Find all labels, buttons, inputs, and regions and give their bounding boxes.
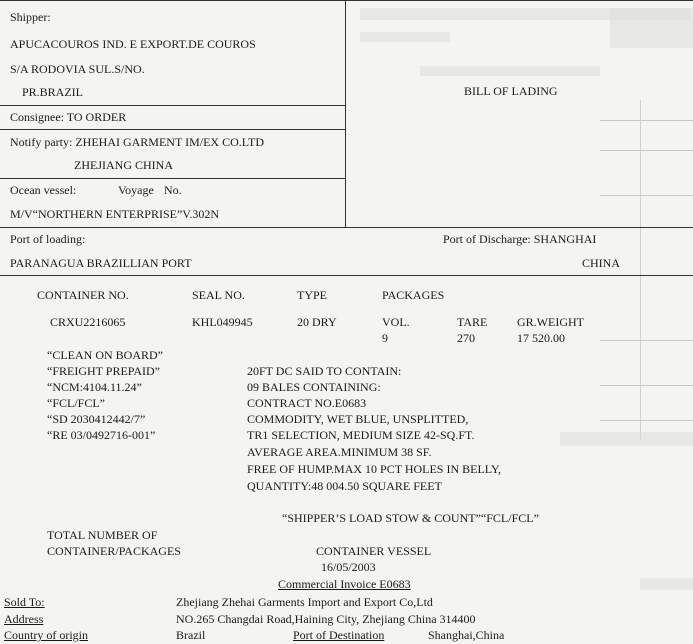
description-line: 09 BALES CONTAINING: (247, 380, 381, 394)
total-value: CONTAINER VESSEL (316, 544, 432, 558)
stow-note: “SHIPPER’S LOAD STOW & COUNT”“FCL/FCL” (282, 511, 539, 525)
divider-consignee (0, 105, 345, 106)
port-of-discharge-label: Port of Discharge: SHANGHAI (443, 232, 597, 246)
seal-number: KHL049945 (192, 315, 253, 329)
gr-weight-value: 17 520.00 (517, 331, 565, 345)
port-of-destination-value: Shanghai,China (428, 628, 505, 642)
shipper-name: APUCACOUROS IND. E EXPORT.DE COUROS (10, 37, 256, 51)
mark-line: “NCM:4104.11.24” (47, 380, 142, 394)
notify-party-location: ZHEJIANG CHINA (74, 158, 173, 172)
header-tare: TARE (457, 315, 488, 329)
country-of-origin-label: Country of origin (4, 628, 88, 642)
shipper-address: S/A RODOVIA SUL.S/NO. (10, 62, 145, 76)
mark-line: “CLEAN ON BOARD” (47, 348, 163, 362)
top-border (0, 0, 693, 1)
issue-date: 16/05/2003 (321, 560, 376, 574)
description-line: CONTRACT NO.E0683 (247, 396, 367, 410)
container-type: 20 DRY (297, 315, 337, 329)
description-line: TR1 SELECTION, MEDIUM SIZE 42-SQ.FT. (247, 428, 475, 442)
header-type: TYPE (297, 288, 327, 302)
total-label-line2: CONTAINER/PACKAGES (47, 544, 181, 558)
divider-notify (0, 129, 345, 130)
address-label: Address (4, 612, 44, 626)
description-line: QUANTITY:48 004.50 SQUARE FEET (247, 479, 442, 493)
invoice-title: Commercial Invoice E0683 (278, 577, 411, 591)
notify-party: Notify party: ZHEHAI GARMENT IM/EX CO.LTD (10, 135, 264, 149)
mark-line: “FCL/FCL” (47, 396, 106, 410)
vol-value: 9 (382, 331, 388, 345)
description-line: COMMODITY, WET BLUE, UNSPLITTED, (247, 412, 469, 426)
mark-line: “RE 03/0492716-001” (47, 428, 156, 442)
header-seal-no: SEAL NO. (192, 288, 245, 302)
mark-line: “SD 2030412442/7” (47, 412, 146, 426)
description-line: FREE OF HUMP.MAX 10 PCT HOLES IN BELLY, (247, 462, 502, 476)
port-of-loading-label: Port of loading: (10, 232, 86, 246)
port-of-discharge-value: CHINA (582, 256, 620, 270)
header-packages: PACKAGES (382, 288, 445, 302)
tare-value: 270 (457, 331, 475, 345)
description-line: AVERAGE AREA.MINIMUM 38 SF. (247, 445, 432, 459)
voyage-no-label: No. (164, 183, 182, 197)
description-line: 20FT DC SAID TO CONTAIN: (247, 364, 402, 378)
address-value: NO.265 Changdai Road,Haining City, Zhejiang China 314400 (176, 612, 476, 626)
voyage-label: Voyage (118, 183, 154, 197)
header-gr-weight: GR.WEIGHT (517, 315, 584, 329)
port-of-destination-label: Port of Destination (293, 628, 385, 642)
total-label-line1: TOTAL NUMBER OF (47, 528, 158, 542)
header-vol: VOL. (382, 315, 410, 329)
vessel-label: Ocean vessel: (10, 183, 77, 197)
document-title: BILL OF LADING (464, 84, 558, 98)
divider-vessel (0, 178, 345, 179)
center-divider (345, 0, 346, 227)
shipper-label: Shipper: (10, 10, 51, 24)
divider-ports-bottom (0, 275, 693, 276)
container-number: CRXU2216065 (50, 315, 126, 329)
vessel-value: M/V“NORTHERN ENTERPRISE”V.302N (10, 207, 220, 221)
country-of-origin-value: Brazil (176, 628, 206, 642)
mark-line: “FREIGHT PREPAID” (47, 364, 161, 378)
divider-ports (0, 227, 693, 228)
consignee: Consignee: TO ORDER (10, 110, 127, 124)
shipper-country: PR.BRAZIL (22, 85, 84, 99)
sold-to-value: Zhejiang Zhehai Garments Import and Export Co,Ltd (176, 595, 433, 609)
header-container-no: CONTAINER NO. (37, 288, 129, 302)
sold-to-label: Sold To: (4, 595, 45, 609)
port-of-loading-value: PARANAGUA BRAZILLIAN PORT (10, 256, 192, 270)
